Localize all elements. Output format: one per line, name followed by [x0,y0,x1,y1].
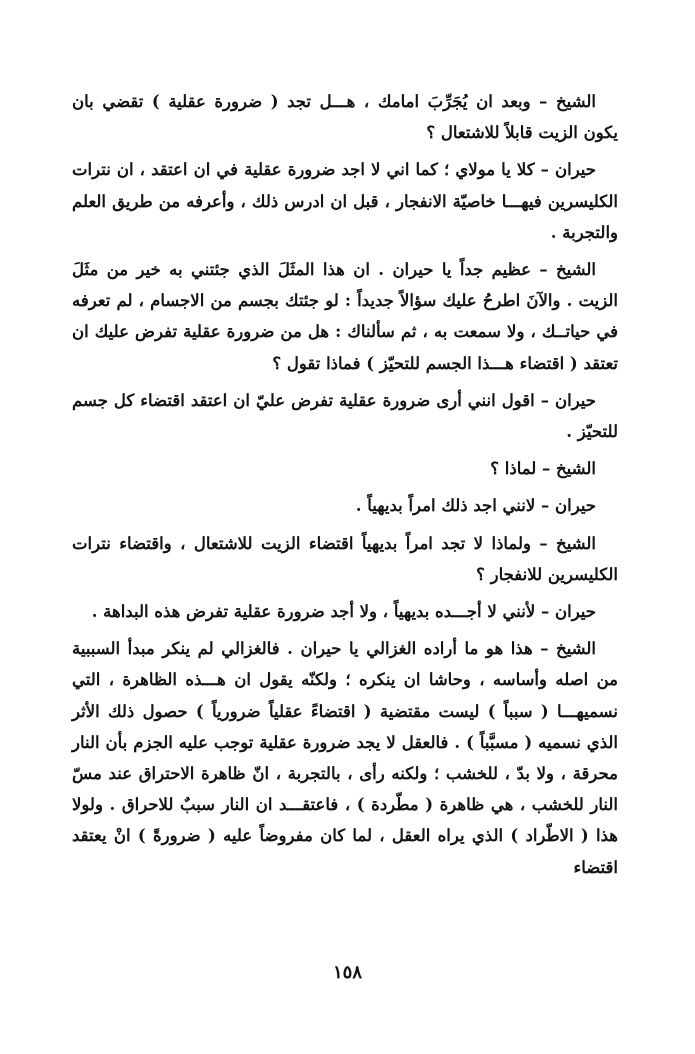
dialogue-paragraph: الشيخ – عظيم جداً يا حيران . ان هذا المثَلَ الذي جئتني به خير من مثَلَ الزيت . والآنَ اطرحُ عليك سؤالاً جديداً : لو جئتك بجسم من الاجسام ، لم تعرفه في حياتــك ، ولا سمعت به ، ثم سألناك : هل من ضرورة عقلية تفرض عليك ان تعتقد ( اقتضاء هـــذا الجسم للتحيّز ) فماذا تقول ؟ [72,260,618,373]
dialogue-paragraph: الشيخ – ولماذا لا تجد امراً بديهياً اقتضاء الزيت للاشتعال ، واقتضاء نترات الكليسرين للانفجار ؟ [72,533,618,584]
dialogue-paragraph: الشيخ – لماذا ؟ [490,459,596,479]
page-body [72,86,618,889]
page-number: ١٥٨ [332,962,362,983]
dialogue-paragraph: حيران – اقول انني أرى ضرورة عقلية تفرض عليّ ان اعتقد اقتضاء كل جسم للتحيّز . [72,390,618,442]
dialogue-paragraph: الشيخ – وبعد ان يُجَرِّبَ امامك ، هـــل تجد ( ضرورة عقلية ) تقضي بان يكون الزيت قابلاً للاشتعال ؟ [72,92,618,143]
dialogue-paragraph: حيران – لأنني لا أجـــده بديهياً ، ولا أجد ضرورة عقلية تفرض هذه البداهة . [91,602,596,622]
dialogue-paragraph: حيران – لانني اجد ذلك امراً بديهياً . [355,496,596,516]
dialogue-paragraph: حيران – كلا يا مولاي ؛ كما اني لا اجد ضرورة عقلية في ان اعتقد ، ان نترات الكليسرين فيهـــا خاصيّة الانفجار ، قبل ان ادرس ذلك ، وأعرفه من طريق العلم والتجربة . [72,160,618,242]
dialogue-paragraph: الشيخ – هذا هو ما أراده الغزالي يا حيران . فالغزالي لم ينكر مبدأ السببية من اصله وأساسه ، وحاشا ان ينكره ؛ ولكنّه يقول ان هـــذه الظاهرة ، التي نسميهـــا ( سبباً ) ليست مقتضية ( اقتضاءً عقلياً ضرورياً ) حصول ذلك الأثر الذي نسميه ( مسبَّباً ) . فالعقل لا يجد ضرورة عقلية توجب عليه الجزم بأن النار محرقة ، ولا بدّ ، للخشب ؛ ولكنه رأى ، بالتجربة ، انّ ظاهرة الاحتراق عند مسّ النار للخشب ، هي ظاهرة ( مطّردة ) ، فاعتقـــد ان النار سببٌ للاحراق . ولولا هذا ( الاطّراد ) الذي يراه العقل ، لما كان مفروضاً عليه ( ضرورةً ) انْ يعتقد اقتضاء [72,639,618,877]
